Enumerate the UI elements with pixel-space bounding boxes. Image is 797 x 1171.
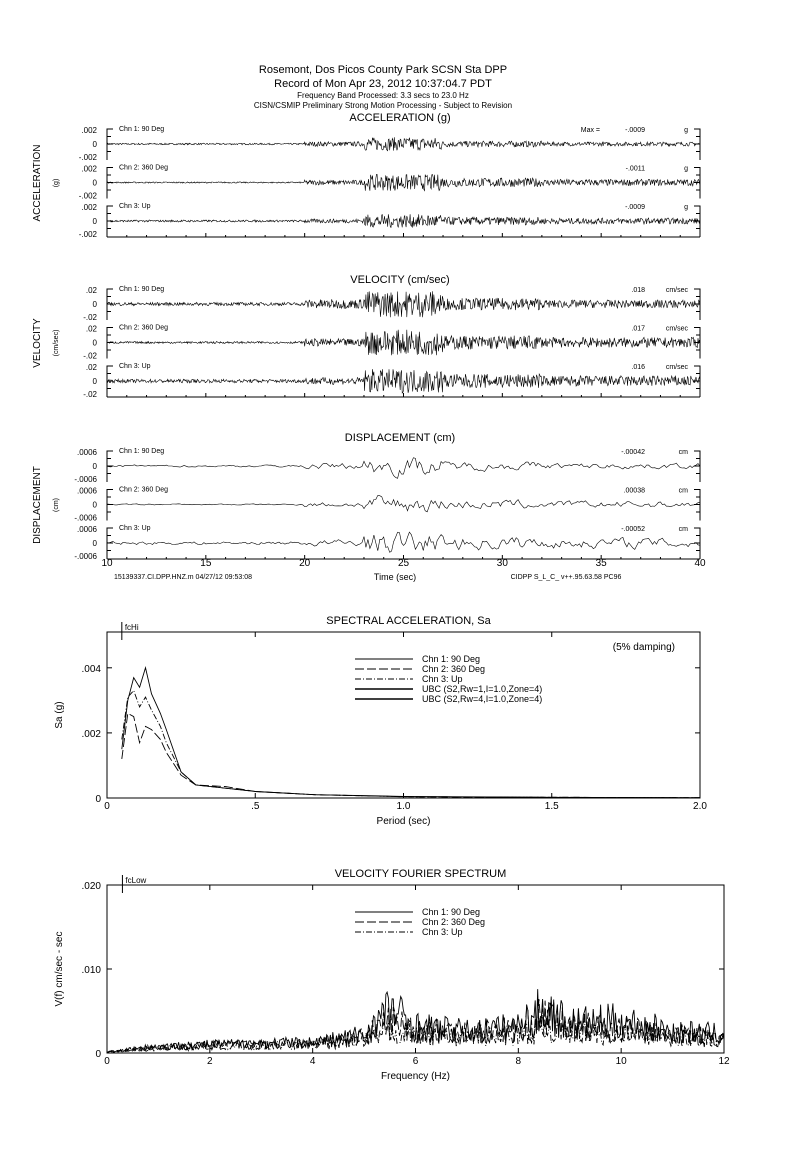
- channel-unit: g: [684, 165, 688, 173]
- y-axis-label: ACCELERATION: [32, 144, 43, 222]
- x-tick-label: 1.5: [544, 801, 559, 812]
- y-axis-left: [107, 490, 113, 521]
- y-tick-label-top: .02: [85, 286, 97, 295]
- x-tick-label: 8: [515, 1056, 522, 1067]
- y-axis-left: [107, 129, 113, 160]
- channel-unit: g: [684, 204, 688, 211]
- plot-frame: [107, 632, 700, 798]
- channel-max-value: -.00042: [621, 449, 645, 456]
- panel-displacement: [32, 432, 706, 569]
- trace-velocity-chn1: [107, 291, 700, 317]
- channel-max-value: .017: [631, 325, 645, 333]
- panel-fs: [54, 868, 730, 1082]
- panel-acceleration: [32, 112, 700, 239]
- y-tick-label-zero: 0: [92, 539, 97, 548]
- trace-displacement-chn1: [107, 458, 700, 479]
- y-axis-unit: (cm): [53, 498, 60, 512]
- x-tick-label: 10: [101, 558, 113, 569]
- trace-velocity-chn2: [107, 330, 700, 355]
- panel-sa: [54, 615, 707, 827]
- damping-note: (5% damping): [612, 642, 675, 653]
- y-tick-label: 0: [95, 1049, 101, 1060]
- header: [254, 64, 512, 110]
- y-axis-left: [107, 206, 113, 237]
- header-station: Rosemont, Dos Picos County Park SCSN Sta DPP: [258, 64, 508, 76]
- x-tick-label: 15: [200, 558, 212, 569]
- trace-displacement-chn3: [107, 532, 700, 552]
- x-tick-label: 1.0: [396, 801, 411, 812]
- series-line-3: [122, 691, 700, 798]
- y-tick-label: .010: [81, 965, 101, 976]
- y-axis-right: [694, 490, 700, 521]
- y-axis-label: DISPLACEMENT: [32, 466, 43, 544]
- legend-label: Chn 2: 360 Deg: [422, 664, 486, 674]
- y-tick-label-top: .0006: [76, 448, 97, 457]
- chart-title: VELOCITY FOURIER SPECTRUM: [334, 868, 507, 880]
- y-tick-label-bottom: -.002: [78, 153, 97, 162]
- series-line-1: [107, 989, 724, 1052]
- y-axis-unit: (g): [53, 178, 60, 188]
- channel-unit: g: [684, 127, 688, 134]
- series-line-2: [122, 713, 700, 797]
- channel-unit: cm: [678, 487, 688, 495]
- chart-title: SPECTRAL ACCELERATION, Sa: [326, 615, 491, 627]
- max-label: Max =: [580, 127, 600, 134]
- corner-frequency-label: fcHi: [124, 623, 139, 632]
- x-tick-label: 20: [299, 558, 311, 569]
- x-tick-label: 10: [615, 1056, 627, 1067]
- channel-max-value: -.0011: [625, 165, 645, 173]
- x-tick-label: 30: [496, 558, 508, 569]
- trace-displacement-chn2: [107, 495, 700, 511]
- y-tick-label: 0: [95, 794, 101, 805]
- y-axis-left: [107, 528, 113, 559]
- y-tick-label-bottom: -.002: [78, 191, 97, 201]
- y-axis-label: V(f) cm/sec - sec: [54, 931, 65, 1007]
- x-tick-label: 35: [595, 558, 607, 569]
- legend-label: Chn 3: Up: [422, 927, 463, 937]
- channel-label: Chn 1: 90 Deg: [119, 448, 165, 455]
- y-tick-label-zero: 0: [92, 178, 97, 188]
- x-tick-label: 12: [718, 1056, 730, 1067]
- y-tick-label-bottom: -.02: [83, 313, 97, 322]
- panel-title: VELOCITY (cm/sec): [350, 274, 450, 286]
- y-tick-label: .002: [81, 728, 101, 740]
- legend-label: UBC (S2,Rw=4,I=1.0,Zone=4): [422, 694, 543, 704]
- y-tick-label-top: .0006: [76, 525, 97, 534]
- y-tick-label-top: .0006: [76, 486, 97, 496]
- channel-unit: cm: [678, 526, 688, 533]
- trace-acceleration-chn1: [107, 137, 700, 150]
- header-record: Record of Mon Apr 23, 2012 10:37:04.7 PDT: [274, 78, 492, 90]
- header-processing: CISN/CSMIP Preliminary Strong Motion Processing - Subject to Revision: [253, 101, 513, 110]
- x-tick-label: 6: [412, 1056, 419, 1067]
- x-tick-label: 25: [397, 558, 410, 569]
- legend-label: UBC (S2,Rw=1,I=1.0,Zone=4): [422, 684, 543, 694]
- y-tick-label: .020: [81, 881, 101, 892]
- channel-max-value: -.0009: [625, 127, 645, 134]
- x-axis-label: Period (sec): [376, 816, 431, 827]
- channel-label: Chn 2: 360 Deg: [119, 164, 169, 172]
- panel-title: DISPLACEMENT (cm): [344, 432, 456, 444]
- x-tick-label: 0: [104, 801, 110, 812]
- y-tick-label-bottom: -.02: [83, 390, 97, 399]
- x-tick-label: .5: [251, 801, 260, 812]
- channel-label: Chn 1: 90 Deg: [119, 126, 165, 133]
- y-tick-label-zero: 0: [92, 500, 97, 510]
- legend-label: Chn 3: Up: [422, 674, 463, 684]
- channel-max-value: .018: [631, 287, 645, 294]
- legend-label: Chn 2: 360 Deg: [422, 917, 486, 927]
- y-tick-label-bottom: -.02: [83, 351, 97, 361]
- panel-velocity: [32, 274, 700, 399]
- y-axis-right: [694, 129, 700, 160]
- time-axis-label: Time (sec): [373, 572, 417, 582]
- y-tick-label-top: .02: [85, 324, 97, 334]
- y-tick-label-top: .002: [81, 203, 97, 212]
- x-tick-label: 4: [309, 1056, 316, 1067]
- legend-label: Chn 1: 90 Deg: [422, 654, 481, 664]
- corner-frequency-label: fcLow: [125, 876, 147, 885]
- channel-max-value: -.00052: [621, 526, 645, 533]
- channel-label: Chn 1: 90 Deg: [119, 286, 165, 293]
- x-tick-label: 40: [694, 558, 706, 569]
- y-axis-label: Sa (g): [54, 701, 65, 729]
- series-line-1: [122, 668, 700, 798]
- y-tick-label-zero: 0: [92, 140, 97, 149]
- channel-label: Chn 3: Up: [119, 203, 151, 210]
- panel-title: ACCELERATION (g): [349, 112, 451, 124]
- y-tick-label-zero: 0: [92, 217, 97, 226]
- y-tick-label-bottom: -.0006: [74, 513, 97, 523]
- legend-label: Chn 1: 90 Deg: [422, 907, 481, 917]
- y-tick-label-bottom: -.002: [78, 230, 97, 239]
- x-tick-label: 0: [104, 1056, 110, 1067]
- x-tick-label: 2.0: [693, 801, 707, 812]
- y-tick-label-zero: 0: [92, 338, 97, 348]
- channel-max-value: .016: [631, 364, 645, 371]
- channel-unit: cm/sec: [665, 364, 688, 371]
- channel-max-value: -.0009: [625, 204, 645, 211]
- channel-label: Chn 2: 360 Deg: [119, 324, 169, 332]
- channel-unit: cm: [678, 449, 688, 456]
- x-tick-label: 2: [207, 1056, 213, 1067]
- y-tick-label-zero: 0: [92, 300, 97, 309]
- channel-label: Chn 3: Up: [119, 363, 151, 370]
- trace-velocity-chn3: [107, 369, 700, 393]
- y-tick-label: .004: [81, 663, 101, 675]
- footer-right: CIDPP S_L_C_ v++.95.63.58 PC96: [510, 574, 622, 581]
- channel-label: Chn 3: Up: [119, 525, 151, 532]
- channel-unit: cm/sec: [665, 287, 688, 294]
- y-axis-right: [694, 451, 700, 482]
- channel-max-value: .00038: [623, 487, 645, 495]
- channel-unit: cm/sec: [665, 325, 688, 333]
- trace-acceleration-chn3: [107, 214, 700, 227]
- y-axis-label: VELOCITY: [32, 318, 43, 368]
- y-tick-label-top: .002: [81, 126, 97, 135]
- header-band: Frequency Band Processed: 3.3 secs to 23.0 Hz: [297, 91, 469, 100]
- y-tick-label-top: .02: [85, 363, 97, 372]
- footer-left: 15139337.CI.DPP.HNZ.m 04/27/12 09:53:08: [113, 574, 253, 581]
- channel-label: Chn 2: 360 Deg: [119, 486, 169, 494]
- y-tick-label-zero: 0: [92, 462, 97, 471]
- y-tick-label-zero: 0: [92, 377, 97, 386]
- y-axis-right: [694, 289, 700, 320]
- y-axis-unit: (cm/sec): [53, 329, 60, 357]
- y-tick-label-bottom: -.0006: [74, 552, 97, 561]
- y-tick-label-top: .002: [81, 164, 97, 174]
- trace-acceleration-chn2: [107, 174, 700, 190]
- x-axis-label: Frequency (Hz): [381, 1071, 450, 1082]
- y-tick-label-bottom: -.0006: [74, 475, 97, 484]
